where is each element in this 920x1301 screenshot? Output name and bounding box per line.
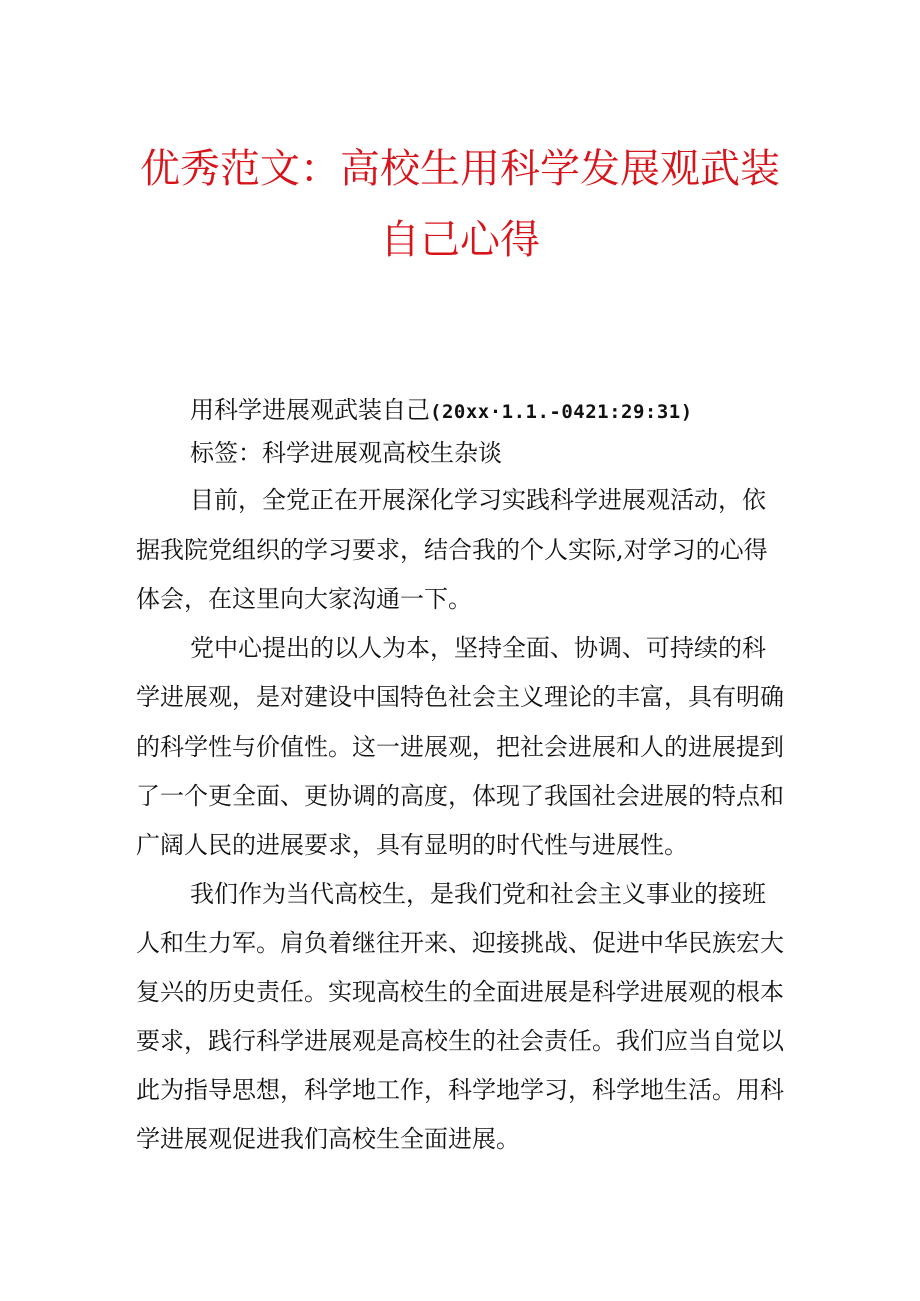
paragraph-3-line-3: 复兴的历史责任。实现高校生的全面进展是科学进展观的根本: [136, 978, 784, 1006]
paragraph-3-line-2: 人和生力军。肩负着继往开来、迎接挑战、促进中华民族宏大: [136, 929, 784, 957]
subtitle-line: [190, 396, 693, 426]
tags-line: 标签：科学进展观高校生杂谈: [190, 439, 502, 467]
paragraph-2-line-3: 的科学性与价值性。这一进展观，把社会进展和人的进展提到: [136, 733, 784, 761]
paragraph-2-line-2: 学进展观，是对建设中国特色社会主义理论的丰富，具有明确: [136, 683, 784, 711]
subtitle-text: 用科学进展观武装自己: [190, 396, 430, 424]
paragraph-3-line-4: 要求，践行科学进展观是高校生的社会责任。我们应当自觉以: [136, 1027, 784, 1055]
paragraph-3-line-5: 此为指导思想，科学地工作，科学地学习，科学地生活。用科: [136, 1076, 784, 1104]
paragraph-2-line-1: 党中心提出的以人为本，坚持全面、协调、可持续的科: [190, 634, 766, 662]
paragraph-3-line-1: 我们作为当代高校生，是我们党和社会主义事业的接班: [190, 880, 766, 908]
paragraph-1-line-3: 体会，在这里向大家沟通一下。: [136, 585, 472, 613]
document-title-line-2: 自己心得: [380, 217, 540, 263]
document-title-line-1: 优秀范文：高校生用科学发展观武装: [140, 146, 780, 192]
paragraph-2-line-4: 了一个更全面、更协调的高度，体现了我国社会进展的特点和: [136, 782, 784, 810]
paragraph-3-line-6: 学进展观促进我们高校生全面进展。: [136, 1125, 520, 1153]
paragraph-1-line-1: 目前，全党正在开展深化学习实践科学进展观活动，依: [190, 486, 766, 514]
paragraph-1-line-2: 据我院党组织的学习要求，结合我的个人实际,对学习的心得: [136, 536, 768, 564]
subtitle-date: (20xx·1.1.-0421:29:31): [430, 401, 693, 423]
paragraph-2-line-5: 广阔人民的进展要求，具有显明的时代性与进展性。: [136, 831, 688, 859]
